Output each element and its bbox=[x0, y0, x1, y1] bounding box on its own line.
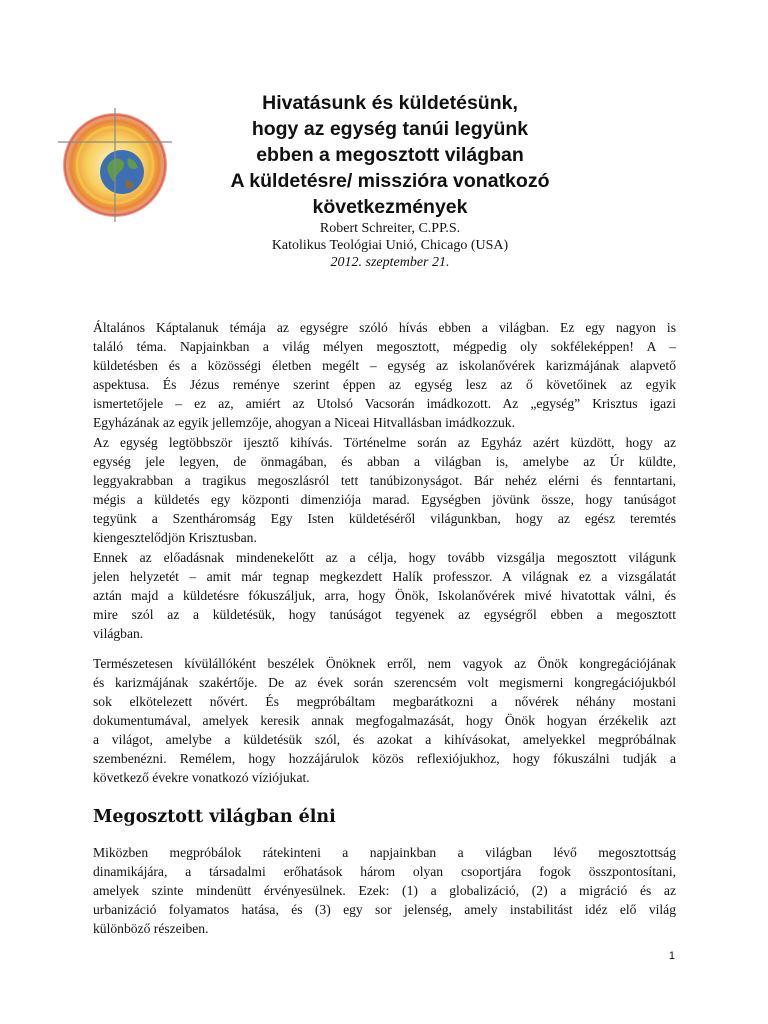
paragraph-line: Miközben megpróbálok rátekinteni a napjainkban a világban lévő megosztottság bbox=[93, 845, 676, 860]
title-line: hogy az egység tanúi legyünk bbox=[251, 118, 529, 140]
affiliation: Katolikus Teológiai Unió, Chicago (USA) bbox=[271, 238, 509, 253]
paragraph-line: egység jele legyen, de önmagában, és abban a világban is, amelybe az Úr küldte, bbox=[93, 454, 676, 469]
paragraph-line: jelen helyzetét – amit már tegnap megkezdett Halík professzor. A világnak ez a vizsgálatát bbox=[93, 569, 676, 584]
paragraph-line: kiengesztelődjön Krisztusban. bbox=[93, 530, 257, 545]
paragraph-line: szembenézni. Remélem, hogy hozzájárulok közös reflexiójukhoz, hogy fókuszálni tudják a bbox=[93, 751, 676, 766]
paragraph-line: Egyházának az egyik jellemzője, ahogyan a Niceai Hitvallásban imádkozzuk. bbox=[93, 415, 515, 430]
paragraph-3 bbox=[93, 548, 676, 643]
paragraph-line: különböző részeiben. bbox=[93, 921, 209, 936]
paragraph-line: amelyek szinte mindenütt érvényesülnek. Ezek: (1) a globalizáció, (2) a migráció és az bbox=[93, 883, 676, 898]
globe-cross-logo bbox=[50, 100, 180, 230]
paragraph-line: aspektusa. És Jézus reménye szerint éppen az egység lesz az ő követőinek az egyik bbox=[93, 377, 676, 392]
paragraph-1 bbox=[93, 318, 676, 432]
paragraph-line: leggyakrabban a tragikus megoszlásról tett tanúbizonyságot. Bár nehéz elérni és fenntartani, bbox=[93, 473, 676, 488]
paragraph-line: találó téma. Napjainkban a világ mélyen megosztott, mégpedig oly sokféleképpen! A – bbox=[93, 339, 676, 354]
paragraph-line: Általános Káptalanuk témája az egységre szóló hívás ebben a világban. Ez egy nagyon is bbox=[93, 320, 676, 335]
title-block bbox=[180, 90, 600, 271]
paragraph-line: világban. bbox=[93, 626, 144, 641]
title-line: A küldetésre/ misszióra vonatkozó bbox=[230, 170, 550, 192]
date: 2012. szeptember 21. bbox=[330, 255, 450, 270]
paragraph-line: urbanizáció folyamatos hatása, és (3) egy sor jelenség, amely instabilitást idéz elő világ bbox=[93, 902, 676, 917]
section-heading: Megosztott világban élni bbox=[93, 807, 336, 827]
paragraph-line: következő évekre vonatkozó víziójukat. bbox=[93, 770, 310, 785]
paragraph-line: és karizmájának szakértője. De az évek során szerencsém volt megismerni kongregációjukból bbox=[93, 675, 676, 690]
title-line: ebben a megosztott világban bbox=[256, 144, 524, 166]
paragraph-line: Az egység legtöbbször ijesztő kihívás. Történelme során az Egyház azért küzdött, hogy az bbox=[93, 435, 676, 450]
paragraph-line: dokumentumával, amelyek keresik annak megfogalmazását, hogy Önök hogyan érzékelik azt bbox=[93, 713, 676, 728]
paragraph-line: sok elkötelezett nővért. És megpróbáltam megbarátkozni a nővérek néhány mostani bbox=[93, 694, 676, 709]
paragraph-line: a világot, amelybe a küldetésük szól, és azokat a kihívásokat, amelyekkel megpróbálnak bbox=[93, 732, 676, 747]
paragraph-line: Ennek az előadásnak mindenekelőtt az a célja, hogy tovább vizsgálja megosztott világunk bbox=[93, 550, 676, 565]
title-line: következmények bbox=[312, 196, 468, 218]
paragraph-4 bbox=[93, 654, 676, 787]
page-number: 1 bbox=[668, 950, 675, 962]
paragraph-line: dinamikájára, a társadalmi erőhatások három olyan csoportjára fogok összpontosítani, bbox=[93, 864, 676, 879]
paragraph-5 bbox=[93, 843, 676, 938]
paragraph-line: Természetesen kívülállóként beszélek Önöknek erről, nem vagyok az Önök kongregációjának bbox=[93, 656, 676, 671]
paragraph-line: mire szól az a küldetésük, hogy tanúságot tegyenek az egységről ebben a megosztott bbox=[93, 607, 676, 622]
paragraph-line: mégis a küldetés egy központi dimenziója marad. Egységben jövünk össze, hogy tanúságot bbox=[93, 492, 676, 507]
title-line: Hivatásunk és küldetésünk, bbox=[262, 92, 518, 114]
author: Robert Schreiter, C.PP.S. bbox=[319, 221, 461, 236]
paragraph-line: tegyünk a Szentháromság Egy Isten küldetéséről világunkban, hogy az egész teremtés bbox=[93, 511, 676, 526]
paragraph-line: küldetésben és a közösségi életben megélt – egység az iskolanővérek karizmájának alapvető bbox=[93, 358, 676, 373]
paragraph-line: ismertetőjele – ez az, amiért az Utolsó Vacsorán imádkozott. Az „egység” Krisztus igazi bbox=[93, 396, 676, 411]
paragraph-2 bbox=[93, 433, 676, 547]
paragraph-line: aztán majd a küldetésre fókuszáljuk, arra, hogy Önök, Iskolanővérek mivé hivatottak válni, és bbox=[93, 588, 676, 603]
